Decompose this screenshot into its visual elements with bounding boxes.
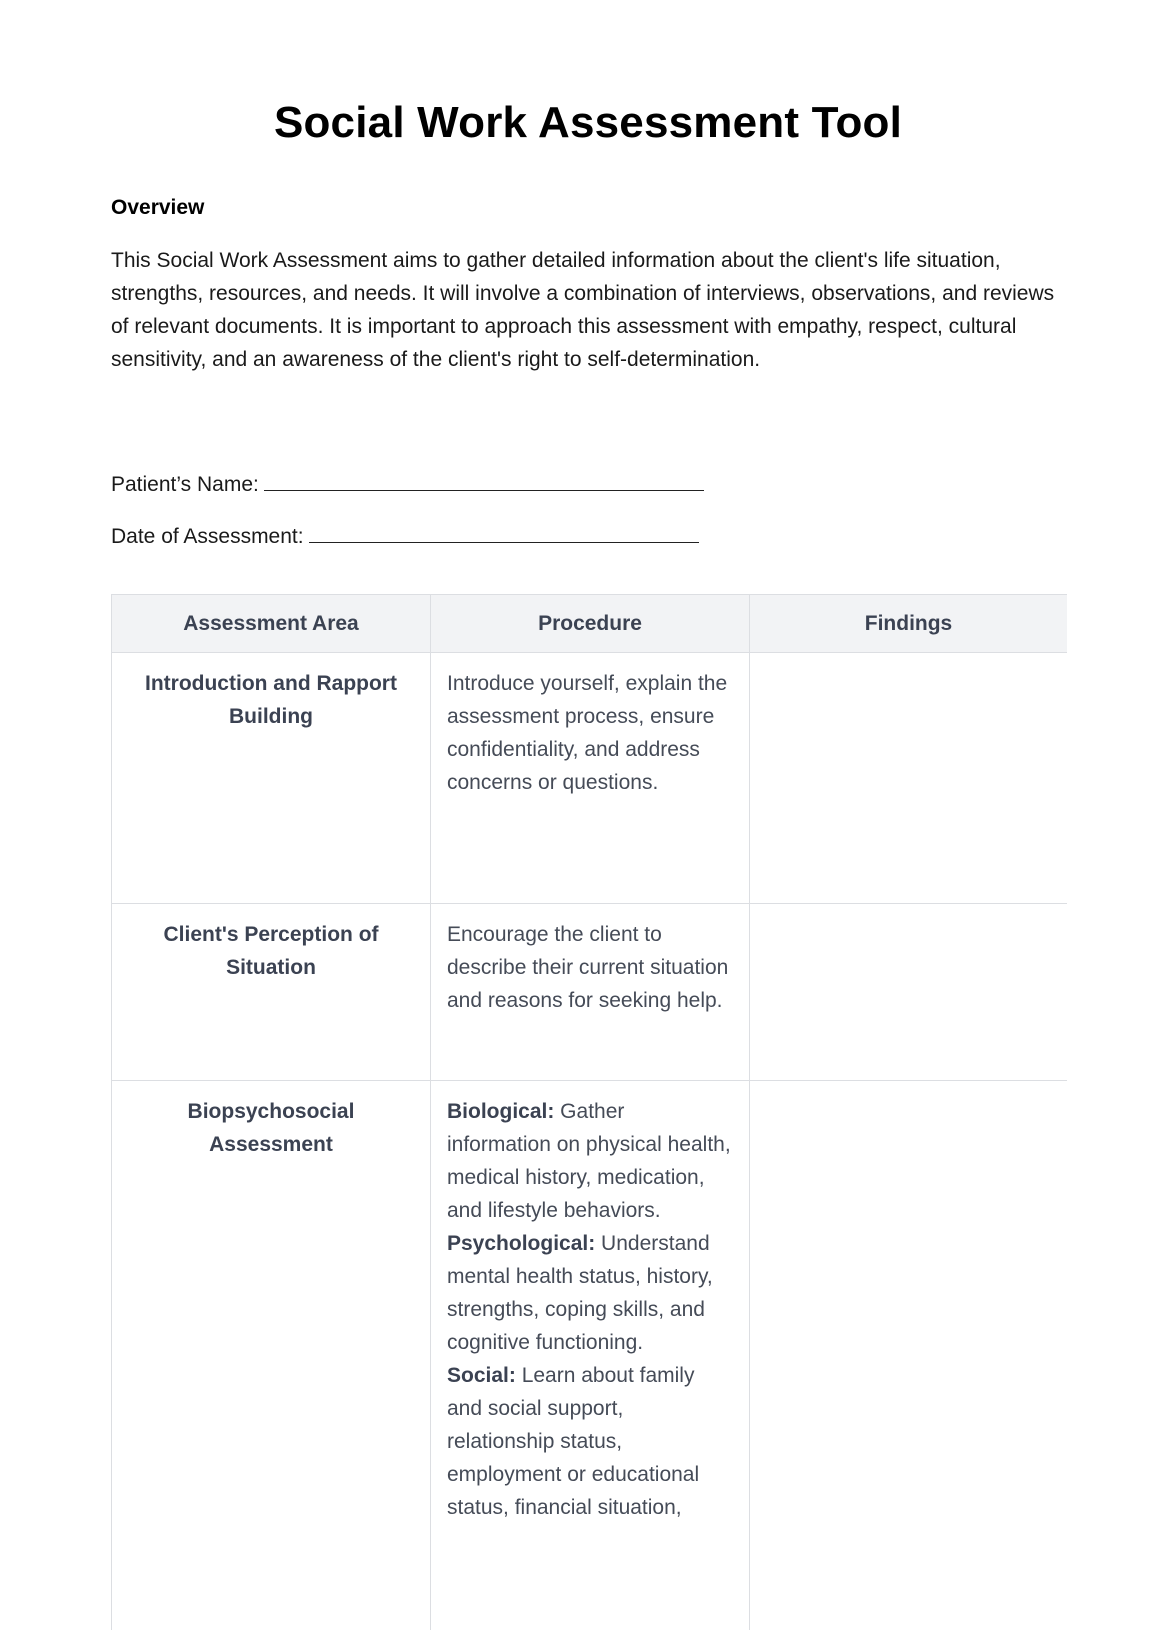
- table-row: [112, 653, 1068, 904]
- procedure-social-label: Social:: [447, 1364, 516, 1387]
- procedure-social: [447, 1359, 733, 1524]
- header-procedure: Procedure: [431, 595, 750, 653]
- findings-cell[interactable]: [750, 653, 1068, 904]
- assessment-area-cell: Introduction and Rapport Building: [112, 653, 431, 904]
- findings-cell[interactable]: [750, 904, 1068, 1081]
- table-row: [112, 1081, 1068, 1630]
- procedure-cell: [431, 1081, 750, 1630]
- findings-cell[interactable]: [750, 1081, 1068, 1630]
- patient-name-field[interactable]: [111, 471, 704, 497]
- overview-heading: Overview: [111, 196, 205, 219]
- procedure-biological-text: Gather information on physical health, medical history, medication, and lifestyle behaviors.: [447, 1100, 731, 1222]
- procedure-biological: [447, 1095, 733, 1227]
- page-title: Social Work Assessment Tool: [273, 98, 903, 147]
- header-findings: Findings: [750, 595, 1068, 653]
- procedure-cell: Encourage the client to describe their current situation and reasons for seeking help.: [431, 904, 750, 1081]
- assessment-table: [111, 594, 1067, 1630]
- patient-name-label: Patient’s Name:: [111, 473, 259, 496]
- procedure-cell: Introduce yourself, explain the assessment process, ensure confidentiality, and address concerns or questions.: [431, 653, 750, 904]
- overview-paragraph: This Social Work Assessment aims to gather detailed information about the client's life situation, strengths, resources, and needs. It will involve a combination of interviews, observations, and reviews of relevant documents. It is important to approach this assessment with empathy, respect, cultural sensitivity, and an awareness of the client's right to self-determination.: [111, 249, 1055, 371]
- procedure-psychological-text: Understand mental health status, history, strengths, coping skills, and cognitive functioning.: [447, 1232, 713, 1354]
- table-header-row: [112, 595, 1068, 653]
- procedure-social-text: Learn about family and social support, relationship status, employment or educational status, financial situation,: [447, 1364, 700, 1519]
- procedure-biological-label: Biological:: [447, 1100, 555, 1123]
- procedure-psychological-label: Psychological:: [447, 1232, 596, 1255]
- assessment-date-line[interactable]: [309, 523, 699, 543]
- procedure-psychological: [447, 1227, 733, 1359]
- assessment-date-label: Date of Assessment:: [111, 525, 304, 548]
- assessment-area-cell: Biopsychosocial Assessment: [112, 1081, 431, 1630]
- header-assessment-area: Assessment Area: [112, 595, 431, 653]
- assessment-table-container: [111, 594, 1067, 1630]
- patient-name-line[interactable]: [264, 471, 704, 491]
- assessment-date-field[interactable]: [111, 523, 699, 549]
- table-row: [112, 904, 1068, 1081]
- assessment-area-cell: Client's Perception of Situation: [112, 904, 431, 1081]
